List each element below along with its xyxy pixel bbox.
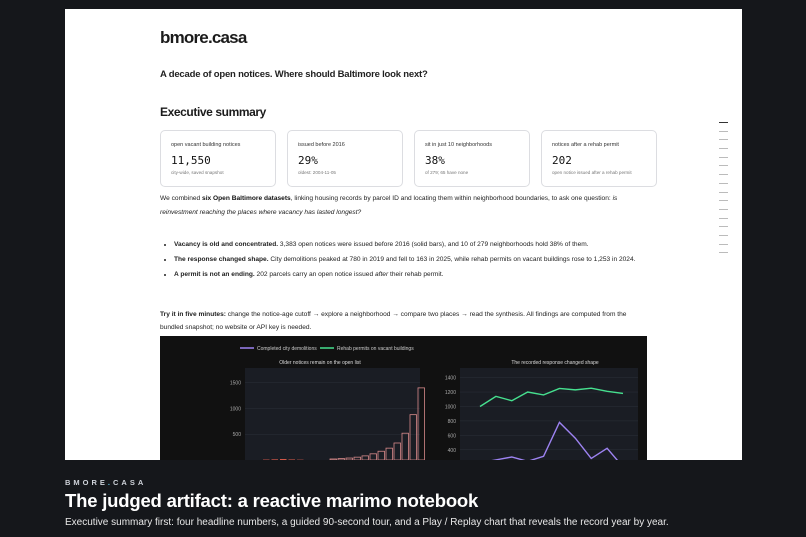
intro-bold: six Open Baltimore datasets <box>202 195 291 202</box>
caption-tag <box>65 478 669 487</box>
finding-bold: Vacancy is old and concentrated. <box>174 241 279 248</box>
intro-question: is reinvestment reaching the places where vacancy has lasted longest? <box>160 195 618 216</box>
stat-card <box>541 130 657 187</box>
toc-marker[interactable] <box>719 122 728 123</box>
y-tick-label: 1400 <box>444 375 456 382</box>
finding-italic: after <box>374 271 389 278</box>
chart-legend <box>240 346 414 352</box>
toc-marker[interactable] <box>719 131 728 132</box>
brand-logo[interactable]: bmore.casa <box>160 28 247 47</box>
try-it-text: change the notice-age cutoff → explore a neighborhood → compare two places → read the synthesis. All findings are computed from the bundled snapshot; no website or API key is needed. <box>160 311 627 331</box>
caption <box>65 478 669 528</box>
response-chart <box>160 336 647 460</box>
toc-marker[interactable] <box>719 226 728 227</box>
tag-dot: . <box>107 478 114 487</box>
intro-pre: We combined <box>160 195 203 202</box>
finding-bold: A permit is not an ending. <box>174 271 255 278</box>
toc-marker[interactable] <box>719 218 728 219</box>
try-it-paragraph <box>160 308 642 334</box>
stat-card <box>160 130 276 187</box>
section-title: Executive summary <box>160 105 266 119</box>
toc-marker[interactable] <box>719 157 728 158</box>
bar-old <box>272 459 279 460</box>
left-panel-title: Older notices remain on the open list <box>279 360 361 366</box>
stat-value: 29% <box>298 154 318 167</box>
stat-label: sit in just 10 neighborhoods <box>425 142 492 148</box>
toc-marker[interactable] <box>719 183 728 184</box>
y-tick-label: 1000 <box>444 404 456 411</box>
toc-marker[interactable] <box>719 244 728 245</box>
toc-marker[interactable] <box>719 139 728 140</box>
stat-label: issued before 2016 <box>298 142 345 148</box>
findings-list <box>174 238 644 283</box>
notebook-frame <box>65 9 742 460</box>
try-it-bold: Try it in five minutes: <box>160 311 226 318</box>
list-item <box>174 238 644 251</box>
y-tick-label: 1500 <box>229 380 241 387</box>
legend-label-rehab: Rehab permits on vacant buildings <box>337 346 414 352</box>
finding-text: 3,383 open notices were issued before 2016 (solid bars), and 10 of 279 neighborhoods hold 38% of them. <box>278 241 589 248</box>
y-tick-label: 500 <box>232 432 241 439</box>
right-grid <box>445 368 638 460</box>
caption-description: Executive summary first: four headline numbers, a guided 90-second tour, and a Play / Replay chart that reveals the record year by year. <box>65 517 669 528</box>
tag-part-b: CASA <box>113 478 147 487</box>
toc-marker[interactable] <box>719 165 728 166</box>
y-tick-label: 600 <box>447 433 456 440</box>
caption-headline: The judged artifact: a reactive marimo notebook <box>65 490 479 511</box>
y-tick-label: 800 <box>447 418 456 425</box>
toc-marker[interactable] <box>719 148 728 149</box>
stat-value: 38% <box>425 154 445 167</box>
stat-cards <box>160 130 657 187</box>
finding-text: City demolitions peaked at 780 in 2019 and fell to 163 in 2025, while rehab permits on vacant buildings rose to 1,253 in 2024. <box>268 256 636 263</box>
toc-marker[interactable] <box>719 200 728 201</box>
finding-text: 202 parcels carry an open notice issued <box>254 271 375 278</box>
list-item <box>174 268 644 281</box>
stat-label: open vacant building notices <box>171 142 241 148</box>
intro-mid: , linking housing records by parcel ID and locating them within neighborhood boundaries, to ask one question: <box>290 195 613 202</box>
chart-panel[interactable] <box>160 336 647 460</box>
right-panel-title: The recorded response changed shape <box>511 360 599 366</box>
stat-card <box>287 130 403 187</box>
toc-marker[interactable] <box>719 252 728 253</box>
stat-label: notices after a rehab permit <box>552 142 619 148</box>
stat-value: 202 <box>552 154 572 167</box>
toc-marker[interactable] <box>719 192 728 193</box>
left-grid <box>230 368 420 460</box>
stat-card <box>414 130 530 187</box>
stat-note: open notice issued after a rehab permit <box>552 170 632 175</box>
toc-marker[interactable] <box>719 174 728 175</box>
y-tick-label: 1000 <box>229 406 241 413</box>
tag-part-a: BMORE <box>65 478 108 487</box>
legend-label-demolitions: Completed city demolitions <box>257 346 317 352</box>
bar-old <box>280 459 287 460</box>
bar-old <box>289 459 296 460</box>
finding-tail: their rehab permit. <box>388 271 444 278</box>
stat-note: city-wide, saved snapshot <box>171 170 224 175</box>
intro-paragraph <box>160 192 640 219</box>
stat-note: oldest: 2004-11-05 <box>298 170 336 175</box>
page-subtitle: A decade of open notices. Where should Baltimore look next? <box>160 69 428 80</box>
y-tick-label: 1200 <box>444 390 456 397</box>
stat-note: of 279; 65 have none <box>425 170 469 175</box>
list-item <box>174 253 644 266</box>
y-tick-label: 400 <box>447 447 456 454</box>
finding-bold: The response changed shape. <box>174 256 269 263</box>
toc-marker[interactable] <box>719 209 728 210</box>
toc-marker[interactable] <box>719 235 728 236</box>
table-of-contents[interactable] <box>719 122 728 261</box>
stat-value: 11,550 <box>171 154 211 167</box>
